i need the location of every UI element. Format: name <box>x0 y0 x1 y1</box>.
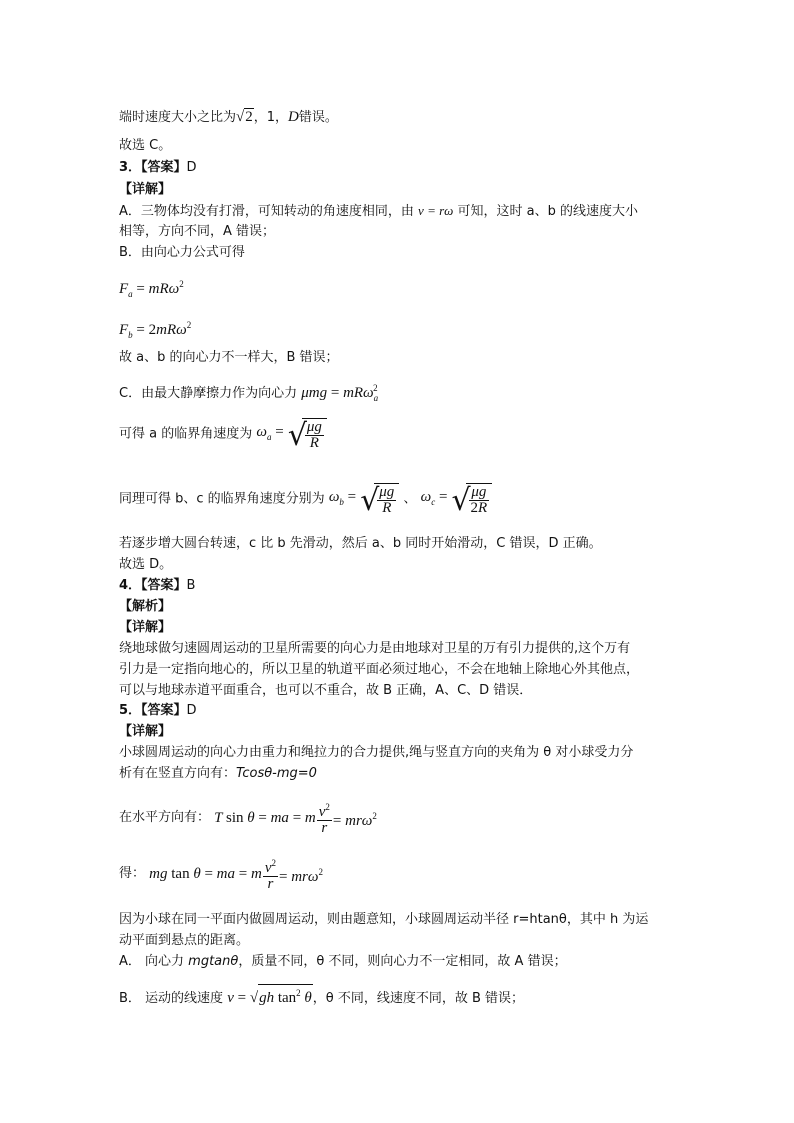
text-line: 因为小球在同一平面内做圆周运动，则由题意知，小球圆周运动半径 r=htanθ，其中 h 为运 <box>119 912 649 927</box>
math-omega-c: $\omega_c$ = <box>420 489 448 507</box>
text-line: 动平面到悬点的距离。 <box>119 933 250 948</box>
math-horizontal-eq: T sin θ = ma = m <box>214 810 316 826</box>
math-result-eq: mg tan θ = ma = m <box>149 866 262 882</box>
math-v-r-omega: v = rω <box>418 203 454 218</box>
text-line <box>119 800 377 836</box>
math-tail: = mrω$^2$ <box>332 810 377 829</box>
text: 同理可得 b、c 的临界角速度分别为 <box>119 491 325 507</box>
answer-heading <box>119 160 197 176</box>
text-line: 若逐步增大圆台转速，c 比 b 先滑动，然后 a、b 同时开始滑动，C 错误，D 正确。 <box>119 536 602 551</box>
detail-heading: 【详解】 <box>119 724 172 739</box>
answer-value: D <box>186 160 197 175</box>
text: 可知，这时 a、b 的线速度大小 <box>457 204 638 219</box>
text-line <box>119 203 638 220</box>
detail-heading: 【详解】 <box>119 620 172 635</box>
text-line: 故选 C。 <box>119 138 172 153</box>
answer-label: 3．【答案】 <box>119 160 187 175</box>
math-inline: Tcosθ-mg=0 <box>236 766 317 781</box>
text-line <box>119 984 524 1007</box>
math-sqrt-frac: √ $\frac{\mu g}{R}$ <box>360 483 399 516</box>
math-inline: mgtanθ <box>188 954 239 969</box>
answer-heading <box>119 578 195 594</box>
detail-heading: 【详解】 <box>119 182 172 197</box>
math-tail: = mrω$^2$ <box>279 866 323 885</box>
text-line: 引力是一定指向地心的，所以卫星的轨道平面必须过地心，不会在地轴上除地心外其他点， <box>119 662 640 677</box>
analysis-heading: 【解析】 <box>119 599 172 614</box>
text-line <box>119 483 492 516</box>
text-line: 故 a、b 的向心力不一样大，B 错误； <box>119 350 339 365</box>
text-line: 绕地球做匀速圆周运动的卫星所需要的向心力是由地球对卫星的万有引力提供的,这个万有 <box>119 641 631 656</box>
answer-value: D <box>186 703 197 718</box>
math-D: D <box>288 109 299 125</box>
math-omega-b: $\omega_b$ = <box>328 489 357 507</box>
text: 得： <box>119 866 146 881</box>
text: C．由最大静摩擦力作为向心力 <box>119 386 298 401</box>
text: 端时速度大小之比为 <box>119 110 237 125</box>
text: ，质量不同，θ 不同，则向心力不一定相同，故 A 错误； <box>238 954 567 969</box>
text: 析有在竖直方向有： <box>119 766 237 781</box>
answer-label: 5．【答案】 <box>119 703 187 718</box>
math-friction-eq: μmg = mRω$_a^2$ <box>301 383 379 403</box>
text-line: B．由向心力公式可得 <box>119 245 245 260</box>
text-line <box>119 418 327 451</box>
text-line: 故选 D。 <box>119 557 173 572</box>
math-sqrt2: √2 <box>236 109 253 125</box>
text: 在水平方向有： <box>119 810 211 825</box>
text-line: 小球圆周运动的向心力由重力和绳拉力的合力提供,绳与竖直方向的夹角为 θ 对小球受力分 <box>119 745 634 760</box>
text-line <box>119 856 323 892</box>
text: 、 <box>403 491 417 507</box>
text: ，θ 不同，线速度不同，故 B 错误； <box>312 991 525 1006</box>
math-sqrt-frac: √ $\frac{\mu g}{2R}$ <box>452 483 493 516</box>
text: B． 运动的线速度 <box>119 991 224 1006</box>
text-line <box>119 766 317 782</box>
math-frac-v2-r: $\frac{v^2}{r}$ <box>318 802 330 836</box>
equation-fa: $F_a = mR\omega^2$ <box>119 279 184 299</box>
text-line: 可以与地球赤道平面重合，也可以不重合，故 B 正确，A、C、D 错误． <box>119 683 533 698</box>
answer-heading <box>119 703 197 719</box>
text-line: 相等，方向不同，A 错误； <box>119 224 276 239</box>
text: A．三物体均没有打滑，可知转动的角速度相同，由 <box>119 204 414 219</box>
math-frac-v2-r: $\frac{v^2}{r}$ <box>264 858 276 892</box>
text: ，1， <box>253 110 289 125</box>
text: A． 向心力 <box>119 954 189 969</box>
text: 可得 a 的临界角速度为 <box>119 426 253 442</box>
answer-label: 4．【答案】 <box>119 578 187 593</box>
text-line <box>119 954 567 970</box>
math-velocity: v = √gh $\tan^2 \theta$ <box>227 990 313 1006</box>
answer-value: B <box>186 578 196 593</box>
text-line <box>119 108 338 126</box>
text-line <box>119 380 378 406</box>
math-sqrt-frac: √ $\frac{\mu g}{R}$ <box>288 418 327 451</box>
text: 错误。 <box>298 110 338 125</box>
equation-fb: $F_b = 2mR\omega^2$ <box>119 320 192 340</box>
math-omega-a: $\omega_a$ = <box>256 424 284 442</box>
